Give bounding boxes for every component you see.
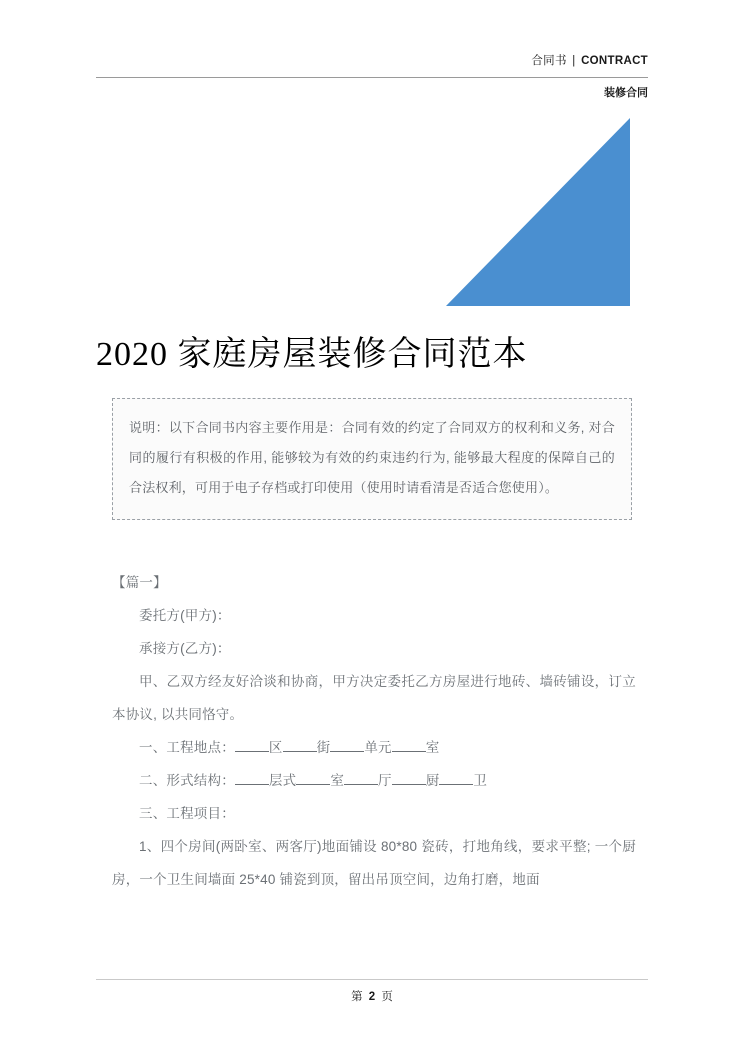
preamble-paragraph: 甲、乙双方经友好洽谈和协商，甲方决定委托乙方房屋进行地砖、墙砖铺设，订立本协议, 以共同恪守。 [112,674,636,722]
party-b-line: 承接方(乙方)： [139,641,231,656]
section-label: 【篇一】 [112,575,167,590]
footer-prefix: 第 [351,991,363,1003]
blank-field [235,751,269,752]
clause-two-unit-3: 厅 [378,773,392,788]
blank-field [296,784,330,785]
page-footer [0,988,744,1004]
footer-divider [96,979,648,980]
note-text: 说明：以下合同书内容主要作用是：合同有效的约定了合同双方的权利和义务, 对合同的履行有积极的作用, 能够较为有效的约束违约行为, 能够最大程度的保障自己的合法权利，可用于电子存档或打印使用（使用时请看清是否适合您使用）。 [129,420,615,495]
clause-one-unit-1: 区 [268,740,283,755]
clause-three-item-1: 1、四个房间(两卧室、两客厅)地面铺设 80*80 瓷砖，打地角线，要求平整; 一个厨房，一个卫生间墙面 25*40 铺瓷到顶，留出吊顶空间，边角打磨，地面 [112,839,636,887]
clause-two-unit-4: 厨 [425,773,440,788]
page-title [96,326,648,375]
clause-one-label: 一、工程地点： [139,740,235,755]
note-box [112,398,632,520]
page-title-text: 家庭房屋装修合同范本 [177,336,528,373]
clause-one-unit-3: 单元 [364,740,392,755]
document-body [112,566,636,896]
party-a-line: 委托方(甲方)： [139,608,231,623]
blank-field [392,751,426,752]
header-divider [96,77,648,78]
blank-field [392,784,426,785]
page-title-year: 2020 [96,336,168,373]
clause-two-unit-2: 室 [330,773,345,788]
clause-one-unit-4: 室 [425,740,440,755]
header-subtitle: 装修合同 [604,87,648,99]
footer-suffix: 页 [381,991,393,1003]
blank-field [439,784,473,785]
page-header [531,52,648,68]
header-separator: | [572,55,576,67]
footer-page-number: 2 [368,991,376,1003]
clause-one [112,731,636,764]
blank-field [235,784,269,785]
clause-three: 三、工程项目： [139,806,235,821]
header-label-en: CONTRACT [581,55,648,67]
clause-two-unit-1: 层式 [268,773,297,788]
clause-two-label: 二、形式结构： [139,773,235,788]
header-label-cn: 合同书 [531,55,567,67]
clause-one-unit-2: 街 [316,740,331,755]
blank-field [283,751,317,752]
clause-two-unit-5: 卫 [473,773,488,788]
decorative-triangle-icon [446,118,630,306]
blank-field [330,751,364,752]
clause-two [112,764,636,797]
blank-field [344,784,378,785]
